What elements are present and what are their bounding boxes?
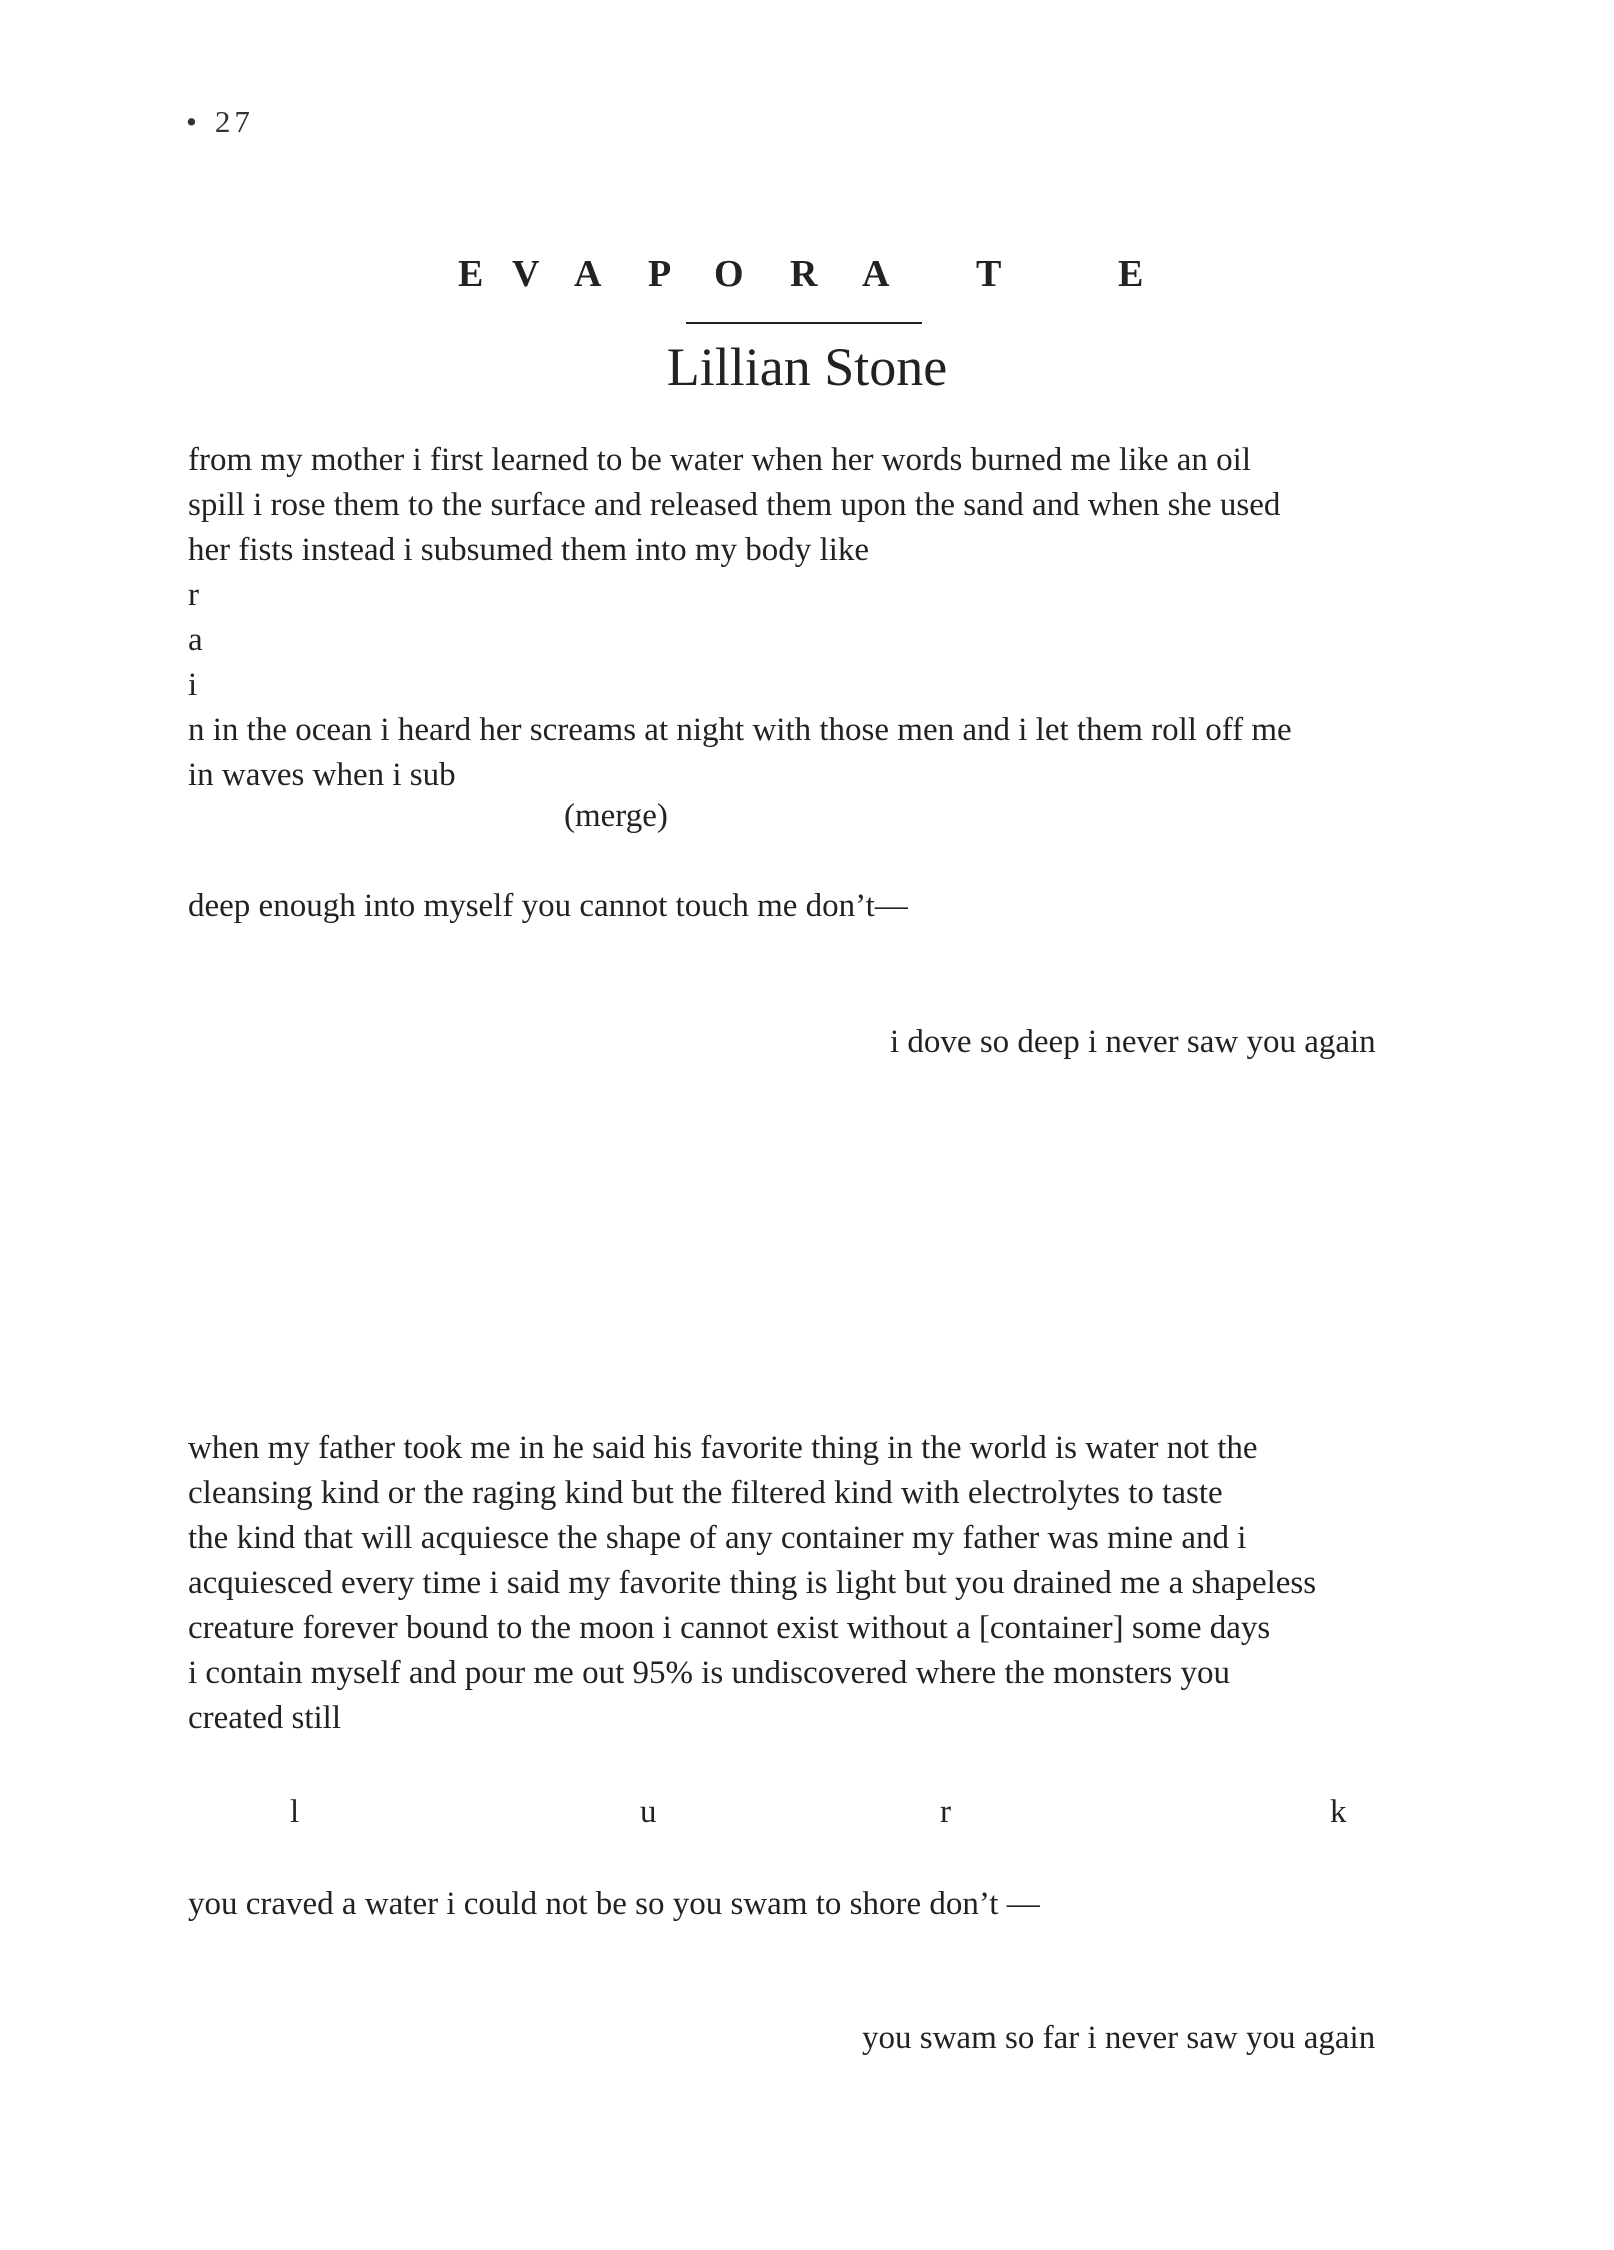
title-letter: E (1118, 253, 1144, 295)
bullet-icon: • (186, 104, 201, 139)
merge-text: (merge) (564, 798, 668, 834)
poem-line: the kind that will acquiesce the shape of any container my father was mine and i (188, 1520, 1247, 1556)
poem-line: i contain myself and pour me out 95% is undiscovered where the monsters you (188, 1655, 1231, 1691)
swam-line: you swam so far i never saw you again (862, 2020, 1376, 2056)
poem-line: when my father took me in he said his favorite thing in the world is water not the (188, 1430, 1258, 1466)
poem-line: in waves when i sub (188, 757, 456, 793)
title-letter: P (648, 253, 672, 295)
title-divider (686, 322, 922, 324)
poem-line: acquiesced every time i said my favorite thing is light but you drained me a shapeless (188, 1565, 1317, 1601)
title-letter: R (790, 253, 818, 295)
lurk-letter: l (290, 1794, 300, 1830)
lurk-letter: r (940, 1794, 951, 1830)
author-name: Lillian Stone (666, 337, 948, 397)
page-number-text: 27 (214, 104, 254, 139)
stanza-two (188, 1426, 1316, 1741)
poem-line: a (188, 622, 203, 658)
poem-line: her fists instead i subsumed them into my body like (188, 532, 870, 568)
deep-line: deep enough into myself you cannot touch me don’t— (188, 888, 908, 924)
stanza-one (188, 438, 1292, 798)
poem-line: from my mother i first learned to be water when her words burned me like an oil (188, 442, 1252, 478)
page-number (186, 104, 254, 140)
lurk-letter: k (1330, 1794, 1347, 1830)
poem-line: cleansing kind or the raging kind but the filtered kind with electrolytes to taste (188, 1475, 1223, 1511)
lurk-letter: u (640, 1794, 657, 1830)
dove-line: i dove so deep i never saw you again (890, 1024, 1376, 1060)
title-letter: T (976, 253, 1002, 295)
poem-line: n in the ocean i heard her screams at night with those men and i let them roll off me (188, 712, 1292, 748)
craved-line: you craved a water i could not be so you swam to shore don’t — (188, 1886, 1040, 1922)
poem-line: spill i rose them to the surface and released them upon the sand and when she used (188, 487, 1281, 523)
title-letter: A (862, 253, 890, 295)
poem-line: created still (188, 1700, 342, 1736)
title-letter: V (512, 253, 540, 295)
title-letter: O (714, 253, 744, 295)
poem-line: r (188, 577, 199, 613)
title-letter: E (458, 253, 484, 295)
poem-line: creature forever bound to the moon i cannot exist without a [container] some days (188, 1610, 1271, 1646)
poem-line: i (188, 667, 198, 703)
title-letter: A (574, 253, 602, 295)
